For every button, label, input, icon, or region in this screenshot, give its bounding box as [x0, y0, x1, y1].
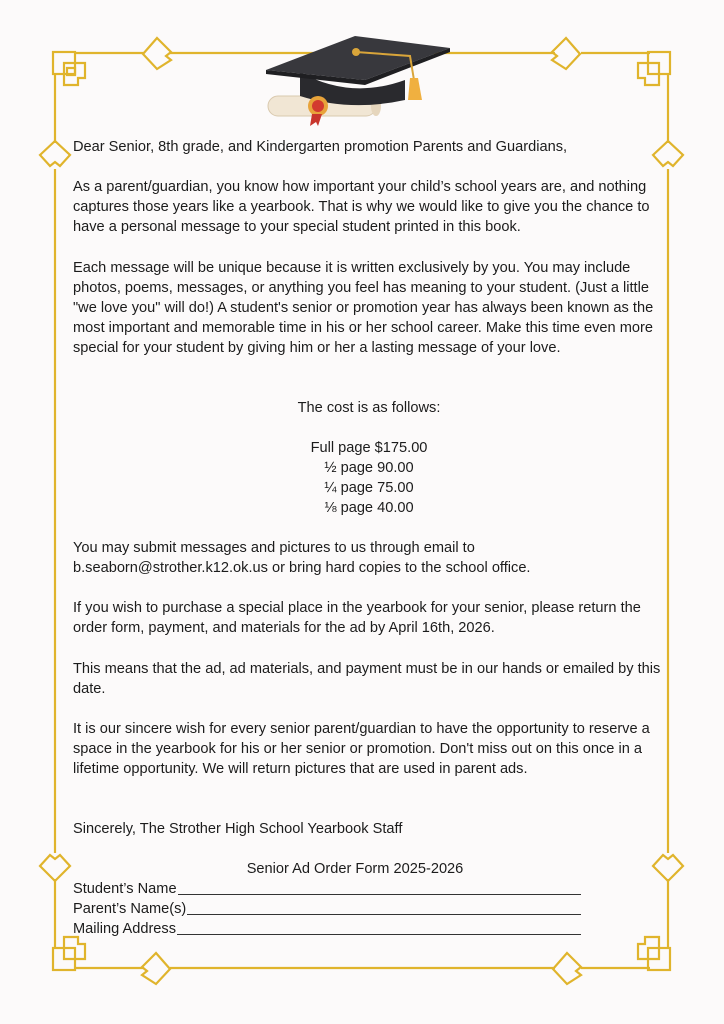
diamond-ornament — [653, 855, 683, 881]
price-list — [73, 438, 665, 518]
student-name-field[interactable] — [73, 879, 581, 899]
mailing-address-field[interactable] — [73, 919, 581, 939]
corner-ornament — [638, 937, 670, 970]
diamond-ornament — [142, 953, 170, 984]
diamond-ornament — [143, 38, 171, 69]
parent-name-field[interactable] — [73, 899, 581, 919]
corner-ornament — [53, 52, 85, 85]
paragraph-messages: Each message will be unique because it is written exclusively by you. You may include photos, poems, messages, or anything you feel has meaning to your student. (Just a little "we love you" will do!) A student's senior or promotion year has always been known as the most important and memorable time in his or her school career. Make this time even more special for your student by giving him or her a lasting message of your love. — [73, 260, 654, 356]
paragraph-wish: It is our sincere wish for every senior parent/guardian to have the opportunity to reserve a space in the yearbook for his or her senior or promotion. Don't miss out on this once in a lifetime opportunity. We will return pictures that are used in parent ads. — [73, 721, 650, 777]
parent-name-label: Parent’s Name(s) — [73, 901, 187, 917]
student-name-label: Student’s Name — [73, 881, 177, 897]
paragraph-intro: As a parent/guardian, you know how important your child’s school years are, and nothing captures those years like a yearbook. That is why we would like to give you the chance to have a personal message to your special student printed in this book. — [73, 179, 650, 235]
diamond-ornament — [553, 953, 581, 984]
price-eighth-page: ⅛ page 40.00 — [324, 500, 414, 516]
price-quarter-page: ¼ page 75.00 — [324, 480, 414, 496]
corner-ornament — [638, 52, 670, 85]
form-title: Senior Ad Order Form 2025-2026 — [246, 861, 464, 877]
price-full-page: Full page $175.00 — [310, 440, 428, 456]
paragraph-deadline: If you wish to purchase a special place in the yearbook for your senior, please return the order form, payment, and materials for the ad by April 16th, 2026. — [73, 600, 641, 636]
parent-name-line[interactable] — [187, 899, 581, 915]
diamond-ornament — [552, 38, 580, 69]
graduation-cap-icon — [266, 36, 450, 126]
mailing-address-line[interactable] — [177, 919, 581, 935]
greeting: Dear Senior, 8th grade, and Kindergarten promotion Parents and Guardians, — [73, 139, 568, 155]
paragraph-date: This means that the ad, ad materials, and payment must be in our hands or emailed by this date. — [73, 661, 661, 697]
mailing-address-label: Mailing Address — [73, 921, 177, 937]
student-name-line[interactable] — [178, 879, 581, 895]
paragraph-submit: You may submit messages and pictures to us through email to b.seaborn@strother.k12.ok.us or bring hard copies to the school office. — [73, 540, 531, 576]
cost-intro: The cost is as follows: — [297, 400, 441, 416]
price-half-page: ½ page 90.00 — [324, 460, 414, 476]
diamond-ornament — [40, 141, 70, 166]
closing: Sincerely, The Strother High School Yearbook Staff — [73, 821, 403, 837]
diamond-ornament — [40, 855, 70, 881]
corner-ornament — [53, 937, 85, 970]
